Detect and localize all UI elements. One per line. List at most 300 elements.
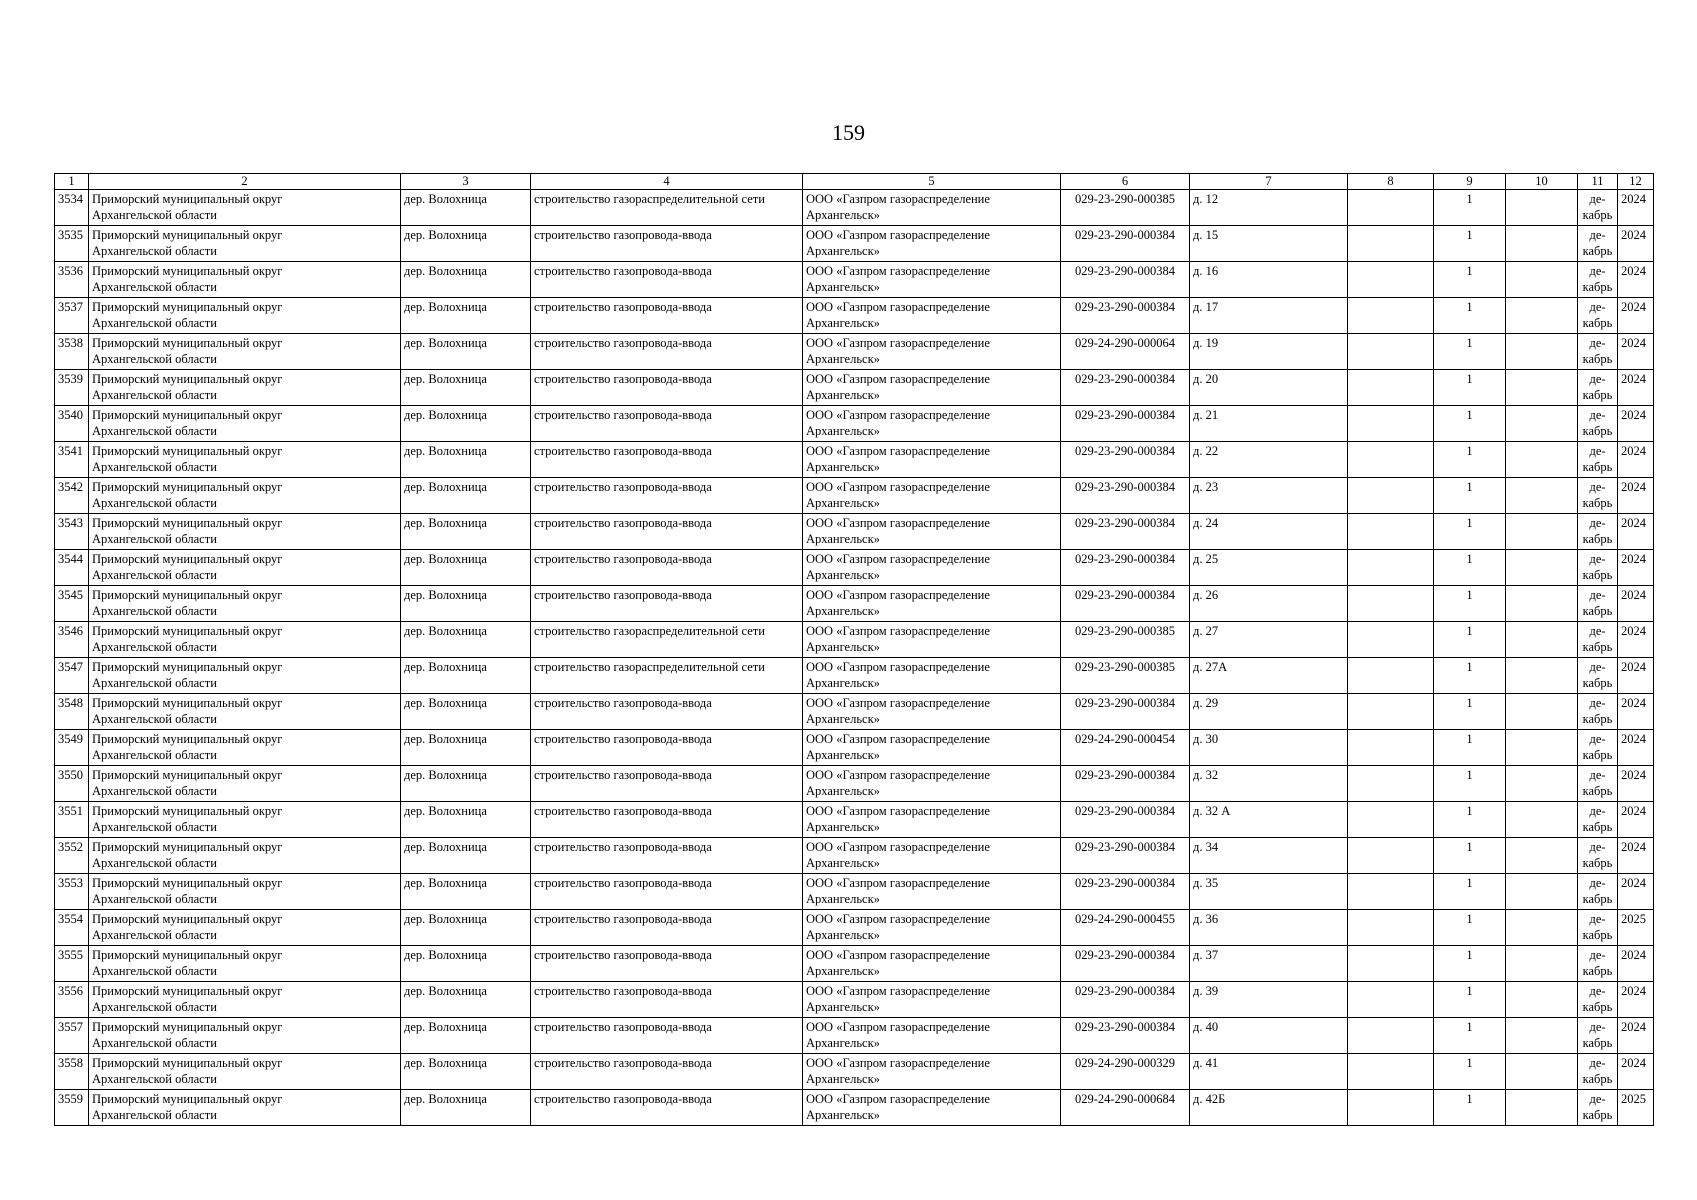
count-value: 1	[1466, 480, 1473, 494]
locality-cell	[401, 442, 531, 478]
work-cell	[531, 874, 803, 910]
district-cell	[89, 1090, 401, 1126]
code-cell	[1061, 370, 1190, 406]
row-number: 3556	[58, 984, 83, 998]
locality-cell	[401, 766, 531, 802]
registry-code: 029-24-290-000684	[1075, 1092, 1175, 1106]
locality-cell	[401, 334, 531, 370]
operator-line: Архангельск»	[806, 964, 880, 978]
locality-cell	[401, 478, 531, 514]
month-cell	[1578, 406, 1618, 442]
count-value: 1	[1466, 444, 1473, 458]
table-row	[55, 838, 1654, 874]
year-value: 2025	[1621, 1092, 1646, 1106]
work-cell	[531, 298, 803, 334]
operator-line: Архангельск»	[806, 208, 880, 222]
district-line: Архангельской области	[92, 964, 217, 978]
work-cell	[531, 1054, 803, 1090]
house-cell	[1190, 514, 1348, 550]
district-line: Архангельской области	[92, 496, 217, 510]
row-number-cell	[55, 478, 89, 514]
district-cell	[89, 550, 401, 586]
house-cell	[1190, 478, 1348, 514]
house-number: д. 34	[1193, 840, 1219, 854]
district-cell	[89, 262, 401, 298]
month-cell	[1578, 334, 1618, 370]
row-number-cell	[55, 622, 89, 658]
month-cell	[1578, 1018, 1618, 1054]
count-cell	[1434, 298, 1506, 334]
district-line: Архангельской области	[92, 568, 217, 582]
row-number: 3540	[58, 408, 83, 422]
month-line: кабрь	[1582, 1000, 1613, 1014]
month-cell	[1578, 622, 1618, 658]
work-cell	[531, 334, 803, 370]
table-row	[55, 946, 1654, 982]
registry-code: 029-24-290-000455	[1075, 912, 1175, 926]
table-row	[55, 262, 1654, 298]
locality: дер. Волохница	[404, 516, 487, 530]
district-line: Архангельской области	[92, 424, 217, 438]
operator-line: ООО «Газпром газораспределение	[806, 876, 990, 890]
month-line: кабрь	[1582, 1036, 1613, 1050]
locality: дер. Волохница	[404, 552, 487, 566]
operator-line: Архангельск»	[806, 316, 880, 330]
row-number-cell	[55, 1054, 89, 1090]
year-value: 2024	[1621, 552, 1646, 566]
district-line: Архангельской области	[92, 676, 217, 690]
row-number: 3541	[58, 444, 83, 458]
month-line: де-	[1589, 192, 1606, 206]
locality: дер. Волохница	[404, 912, 487, 926]
table-row	[55, 982, 1654, 1018]
work-type: строительство газораспределительной сети	[534, 192, 765, 206]
month-line: кабрь	[1582, 388, 1613, 402]
year-cell	[1618, 730, 1654, 766]
column-number: 7	[1190, 174, 1348, 190]
row-number: 3553	[58, 876, 83, 890]
work-type: строительство газопровода-ввода	[534, 264, 712, 278]
operator-line: ООО «Газпром газораспределение	[806, 696, 990, 710]
row-number-cell	[55, 550, 89, 586]
registry-code: 029-23-290-000384	[1075, 948, 1175, 962]
table-row	[55, 586, 1654, 622]
operator-cell	[803, 694, 1061, 730]
row-number: 3557	[58, 1020, 83, 1034]
year-value: 2024	[1621, 408, 1646, 422]
table-row	[55, 550, 1654, 586]
work-cell	[531, 694, 803, 730]
house-number: д. 25	[1193, 552, 1219, 566]
year-cell	[1618, 226, 1654, 262]
row-number-cell	[55, 442, 89, 478]
count-value: 1	[1466, 264, 1473, 278]
registry-code: 029-23-290-000384	[1075, 228, 1175, 242]
month-line: кабрь	[1582, 208, 1613, 222]
locality: дер. Волохница	[404, 300, 487, 314]
year-cell	[1618, 802, 1654, 838]
operator-line: Архангельск»	[806, 532, 880, 546]
col8-cell	[1348, 262, 1434, 298]
district-cell	[89, 838, 401, 874]
table-row	[55, 406, 1654, 442]
house-cell	[1190, 910, 1348, 946]
work-type: строительство газопровода-ввода	[534, 1020, 712, 1034]
work-type: строительство газопровода-ввода	[534, 516, 712, 530]
locality-cell	[401, 946, 531, 982]
locality: дер. Волохница	[404, 192, 487, 206]
house-number: д. 26	[1193, 588, 1219, 602]
month-line: кабрь	[1582, 676, 1613, 690]
row-number-cell	[55, 910, 89, 946]
operator-cell	[803, 802, 1061, 838]
col10-cell	[1506, 442, 1578, 478]
work-cell	[531, 1090, 803, 1126]
code-cell	[1061, 1018, 1190, 1054]
district-line: Приморский муниципальный округ	[92, 372, 283, 386]
row-number: 3537	[58, 300, 83, 314]
work-cell	[531, 838, 803, 874]
work-type: строительство газопровода-ввода	[534, 480, 712, 494]
month-cell	[1578, 514, 1618, 550]
district-line: Архангельской области	[92, 784, 217, 798]
locality-cell	[401, 1090, 531, 1126]
year-value: 2024	[1621, 768, 1646, 782]
house-cell	[1190, 298, 1348, 334]
locality-cell	[401, 262, 531, 298]
locality-cell	[401, 874, 531, 910]
month-line: кабрь	[1582, 604, 1613, 618]
month-line: де-	[1589, 408, 1606, 422]
locality: дер. Волохница	[404, 1020, 487, 1034]
count-value: 1	[1466, 228, 1473, 242]
table-row	[55, 694, 1654, 730]
district-cell	[89, 622, 401, 658]
district-cell	[89, 730, 401, 766]
code-cell	[1061, 406, 1190, 442]
col8-cell	[1348, 586, 1434, 622]
work-cell	[531, 442, 803, 478]
district-line: Архангельской области	[92, 1000, 217, 1014]
district-line: Архангельской области	[92, 856, 217, 870]
year-value: 2024	[1621, 192, 1646, 206]
operator-line: ООО «Газпром газораспределение	[806, 336, 990, 350]
count-cell	[1434, 910, 1506, 946]
count-cell	[1434, 802, 1506, 838]
year-cell	[1618, 262, 1654, 298]
row-number-cell	[55, 370, 89, 406]
table-row	[55, 1054, 1654, 1090]
month-line: де-	[1589, 480, 1606, 494]
row-number-cell	[55, 658, 89, 694]
month-line: кабрь	[1582, 856, 1613, 870]
column-number: 3	[401, 174, 531, 190]
operator-cell	[803, 514, 1061, 550]
work-type: строительство газопровода-ввода	[534, 372, 712, 386]
house-number: д. 37	[1193, 948, 1219, 962]
year-value: 2024	[1621, 1056, 1646, 1070]
district-line: Архангельской области	[92, 928, 217, 942]
operator-line: Архангельск»	[806, 424, 880, 438]
year-cell	[1618, 514, 1654, 550]
table-row	[55, 514, 1654, 550]
row-number: 3535	[58, 228, 83, 242]
month-line: де-	[1589, 840, 1606, 854]
district-cell	[89, 766, 401, 802]
month-line: кабрь	[1582, 352, 1613, 366]
col10-cell	[1506, 550, 1578, 586]
operator-cell	[803, 1018, 1061, 1054]
operator-cell	[803, 550, 1061, 586]
count-value: 1	[1466, 732, 1473, 746]
row-number: 3546	[58, 624, 83, 638]
year-value: 2024	[1621, 300, 1646, 314]
month-line: кабрь	[1582, 892, 1613, 906]
code-cell	[1061, 262, 1190, 298]
month-line: кабрь	[1582, 964, 1613, 978]
year-cell	[1618, 622, 1654, 658]
locality-cell	[401, 514, 531, 550]
col10-cell	[1506, 334, 1578, 370]
code-cell	[1061, 514, 1190, 550]
table-row	[55, 1018, 1654, 1054]
district-line: Приморский муниципальный округ	[92, 768, 283, 782]
operator-cell	[803, 622, 1061, 658]
count-cell	[1434, 1090, 1506, 1126]
house-number: д. 20	[1193, 372, 1219, 386]
work-type: строительство газопровода-ввода	[534, 732, 712, 746]
col8-cell	[1348, 226, 1434, 262]
count-value: 1	[1466, 948, 1473, 962]
work-cell	[531, 586, 803, 622]
house-number: д. 29	[1193, 696, 1219, 710]
col10-cell	[1506, 730, 1578, 766]
month-line: де-	[1589, 948, 1606, 962]
row-number: 3543	[58, 516, 83, 530]
year-cell	[1618, 190, 1654, 226]
house-number: д. 23	[1193, 480, 1219, 494]
house-number: д. 22	[1193, 444, 1219, 458]
count-value: 1	[1466, 408, 1473, 422]
district-line: Приморский муниципальный округ	[92, 984, 283, 998]
house-cell	[1190, 1090, 1348, 1126]
house-number: д. 19	[1193, 336, 1219, 350]
col8-cell	[1348, 334, 1434, 370]
month-line: кабрь	[1582, 640, 1613, 654]
count-cell	[1434, 478, 1506, 514]
locality-cell	[401, 298, 531, 334]
column-number: 6	[1061, 174, 1190, 190]
operator-line: ООО «Газпром газораспределение	[806, 372, 990, 386]
year-cell	[1618, 658, 1654, 694]
locality: дер. Волохница	[404, 480, 487, 494]
locality-cell	[401, 838, 531, 874]
locality: дер. Волохница	[404, 768, 487, 782]
operator-line: ООО «Газпром газораспределение	[806, 228, 990, 242]
year-value: 2024	[1621, 660, 1646, 674]
month-cell	[1578, 550, 1618, 586]
registry-code: 029-23-290-000385	[1075, 624, 1175, 638]
house-cell	[1190, 190, 1348, 226]
code-cell	[1061, 874, 1190, 910]
col8-cell	[1348, 514, 1434, 550]
operator-cell	[803, 226, 1061, 262]
month-line: кабрь	[1582, 532, 1613, 546]
row-number: 3544	[58, 552, 83, 566]
code-cell	[1061, 478, 1190, 514]
column-number: 10	[1506, 174, 1578, 190]
year-cell	[1618, 694, 1654, 730]
work-cell	[531, 622, 803, 658]
month-line: де-	[1589, 660, 1606, 674]
col10-cell	[1506, 1018, 1578, 1054]
locality-cell	[401, 586, 531, 622]
column-number: 11	[1578, 174, 1618, 190]
operator-cell	[803, 1090, 1061, 1126]
operator-line: Архангельск»	[806, 676, 880, 690]
column-number: 2	[89, 174, 401, 190]
work-type: строительство газопровода-ввода	[534, 300, 712, 314]
house-cell	[1190, 730, 1348, 766]
district-line: Архангельской области	[92, 460, 217, 474]
column-number: 9	[1434, 174, 1506, 190]
work-cell	[531, 190, 803, 226]
col8-cell	[1348, 910, 1434, 946]
table-row	[55, 226, 1654, 262]
work-type: строительство газопровода-ввода	[534, 228, 712, 242]
row-number: 3545	[58, 588, 83, 602]
district-line: Архангельской области	[92, 316, 217, 330]
registry-code: 029-23-290-000384	[1075, 516, 1175, 530]
operator-cell	[803, 370, 1061, 406]
month-line: кабрь	[1582, 820, 1613, 834]
house-cell	[1190, 1018, 1348, 1054]
month-line: де-	[1589, 372, 1606, 386]
locality-cell	[401, 370, 531, 406]
work-cell	[531, 370, 803, 406]
operator-line: Архангельск»	[806, 892, 880, 906]
col10-cell	[1506, 478, 1578, 514]
count-value: 1	[1466, 840, 1473, 854]
year-cell	[1618, 1054, 1654, 1090]
col10-cell	[1506, 658, 1578, 694]
district-line: Приморский муниципальный округ	[92, 1020, 283, 1034]
col8-cell	[1348, 838, 1434, 874]
registry-code: 029-23-290-000384	[1075, 840, 1175, 854]
code-cell	[1061, 802, 1190, 838]
code-cell	[1061, 298, 1190, 334]
col10-cell	[1506, 874, 1578, 910]
table-row	[55, 478, 1654, 514]
col8-cell	[1348, 730, 1434, 766]
district-cell	[89, 586, 401, 622]
operator-cell	[803, 1054, 1061, 1090]
operator-cell	[803, 766, 1061, 802]
month-line: де-	[1589, 876, 1606, 890]
row-number: 3536	[58, 264, 83, 278]
month-line: кабрь	[1582, 316, 1613, 330]
row-number-cell	[55, 874, 89, 910]
registry-code: 029-23-290-000384	[1075, 444, 1175, 458]
count-value: 1	[1466, 300, 1473, 314]
registry-code: 029-23-290-000384	[1075, 768, 1175, 782]
registry-code: 029-23-290-000384	[1075, 372, 1175, 386]
month-cell	[1578, 910, 1618, 946]
count-value: 1	[1466, 912, 1473, 926]
house-number: д. 27	[1193, 624, 1219, 638]
district-cell	[89, 694, 401, 730]
registry-code: 029-23-290-000385	[1075, 192, 1175, 206]
col10-cell	[1506, 406, 1578, 442]
month-line: де-	[1589, 768, 1606, 782]
count-value: 1	[1466, 984, 1473, 998]
registry-code: 029-23-290-000384	[1075, 804, 1175, 818]
col10-cell	[1506, 370, 1578, 406]
col10-cell	[1506, 622, 1578, 658]
locality: дер. Волохница	[404, 948, 487, 962]
month-line: кабрь	[1582, 748, 1613, 762]
column-number-row	[55, 174, 1654, 190]
year-value: 2024	[1621, 480, 1646, 494]
district-line: Приморский муниципальный округ	[92, 228, 283, 242]
month-line: де-	[1589, 912, 1606, 926]
operator-line: Архангельск»	[806, 352, 880, 366]
work-cell	[531, 910, 803, 946]
operator-cell	[803, 406, 1061, 442]
work-type: строительство газопровода-ввода	[534, 840, 712, 854]
work-type: строительство газопровода-ввода	[534, 768, 712, 782]
col10-cell	[1506, 226, 1578, 262]
count-value: 1	[1466, 696, 1473, 710]
row-number: 3547	[58, 660, 83, 674]
work-type: строительство газораспределительной сети	[534, 660, 765, 674]
work-type: строительство газопровода-ввода	[534, 408, 712, 422]
operator-line: Архангельск»	[806, 1108, 880, 1122]
column-number: 4	[531, 174, 803, 190]
row-number-cell	[55, 586, 89, 622]
operator-line: ООО «Газпром газораспределение	[806, 588, 990, 602]
year-cell	[1618, 442, 1654, 478]
district-line: Приморский муниципальный округ	[92, 264, 283, 278]
district-cell	[89, 874, 401, 910]
code-cell	[1061, 766, 1190, 802]
month-line: де-	[1589, 804, 1606, 818]
year-cell	[1618, 586, 1654, 622]
month-cell	[1578, 658, 1618, 694]
locality: дер. Волохница	[404, 1056, 487, 1070]
count-value: 1	[1466, 660, 1473, 674]
locality-cell	[401, 190, 531, 226]
year-value: 2025	[1621, 912, 1646, 926]
operator-cell	[803, 442, 1061, 478]
table-row	[55, 802, 1654, 838]
work-cell	[531, 226, 803, 262]
month-line: де-	[1589, 732, 1606, 746]
year-value: 2024	[1621, 264, 1646, 278]
work-cell	[531, 946, 803, 982]
work-cell	[531, 262, 803, 298]
row-number: 3549	[58, 732, 83, 746]
col8-cell	[1348, 874, 1434, 910]
district-line: Приморский муниципальный округ	[92, 804, 283, 818]
row-number-cell	[55, 190, 89, 226]
row-number-cell	[55, 406, 89, 442]
row-number-cell	[55, 766, 89, 802]
year-cell	[1618, 298, 1654, 334]
district-line: Приморский муниципальный округ	[92, 948, 283, 962]
work-type: строительство газопровода-ввода	[534, 948, 712, 962]
locality-cell	[401, 622, 531, 658]
